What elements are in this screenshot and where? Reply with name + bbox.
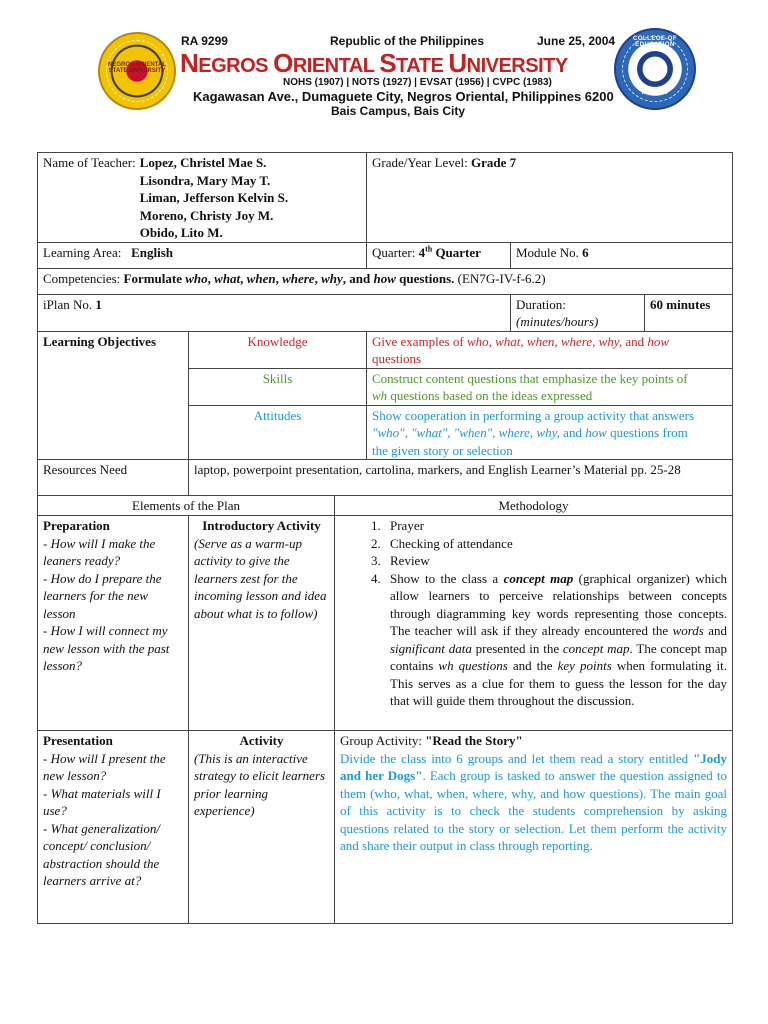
presentation-question: - What materials will I use? bbox=[43, 785, 161, 818]
preparation-question: - How I will connect my new lesson with the past lesson? bbox=[43, 623, 170, 673]
presentation-title: Presentation bbox=[43, 733, 113, 748]
letterhead bbox=[0, 0, 768, 140]
presentation-question: - How will I present the new lesson? bbox=[43, 750, 166, 783]
elements-header: Elements of the Plan bbox=[38, 496, 335, 516]
attitudes-label: Attitudes bbox=[189, 405, 367, 460]
university-address: Kagawasan Ave., Dumaguete City, Negros Oriental, Philippines 6200 bbox=[193, 89, 614, 104]
group-activity-heading: Group Activity: "Read the Story" bbox=[340, 733, 523, 748]
skills-objective: Construct content questions that emphasize the key points of wh questions based on the ideas expressed bbox=[367, 368, 733, 405]
quarter-label: Quarter: bbox=[372, 244, 416, 260]
activity-methodology-cell bbox=[335, 731, 733, 924]
quarter-cell bbox=[367, 242, 511, 268]
duration-label: Duration: bbox=[516, 296, 566, 312]
teacher-cell bbox=[38, 153, 367, 243]
methodology-item: 1. Prayer bbox=[384, 517, 727, 535]
section-header-row bbox=[38, 496, 733, 516]
activity-description: (This is an interactive strategy to elicit learners prior learning experience) bbox=[194, 750, 326, 818]
preparation-title: Preparation bbox=[43, 518, 110, 533]
intro-activity-title: Introductory Activity bbox=[202, 518, 321, 533]
presentation-row bbox=[38, 731, 733, 924]
grade-value: Grade 7 bbox=[471, 155, 517, 170]
university-seal-logo bbox=[98, 32, 176, 110]
preparation-cell bbox=[38, 516, 189, 731]
module-label: Module No. bbox=[516, 244, 579, 260]
activity-title: Activity bbox=[239, 733, 284, 748]
republic-text: Republic of the Philippines bbox=[330, 34, 485, 48]
campus-name: Bais Campus, Bais City bbox=[331, 104, 466, 118]
iplan-label: iPlan No. bbox=[43, 296, 93, 312]
competencies-text: Formulate who, what, when, where, why, and how questions. bbox=[123, 270, 455, 286]
grade-label: Grade/Year Level: bbox=[372, 155, 468, 170]
methodology-item: 3. Review bbox=[384, 552, 727, 570]
founding-date: June 25, 2004 bbox=[537, 34, 616, 48]
ra-number: RA 9299 bbox=[181, 34, 228, 48]
quarter-number: 4 bbox=[418, 244, 426, 260]
methodology-header: Methodology bbox=[335, 496, 733, 516]
duration-value: 60 minutes bbox=[645, 294, 733, 331]
teacher-name: Lisondra, Mary May T. bbox=[139, 172, 271, 188]
learning-area-label: Learning Area: bbox=[43, 244, 122, 260]
knowledge-label: Knowledge bbox=[189, 331, 367, 368]
intro-activity-description: (Serve as a warm-up activity to give the learners zest for the incoming lesson and idea about what is to follow) bbox=[194, 535, 327, 621]
lesson-plan-table bbox=[37, 152, 733, 924]
presentation-question: - What generalization/ concept/ conclusion/ abstraction should the learners arrive at? bbox=[43, 820, 160, 888]
preparation-question: - How will I make the leaners ready? bbox=[43, 535, 156, 568]
learning-area-row bbox=[38, 242, 733, 268]
knowledge-objective: Give examples of who, what, when, where, why, and how questions bbox=[367, 331, 733, 368]
teacher-names bbox=[140, 154, 288, 242]
iplan-value: 1 bbox=[95, 296, 102, 312]
teacher-name: Obido, Lito M. bbox=[139, 225, 223, 240]
teacher-name: Moreno, Christy Joy M. bbox=[139, 207, 274, 223]
competencies-label: Competencies: bbox=[43, 270, 121, 286]
teacher-name: Liman, Jefferson Kelvin S. bbox=[139, 190, 289, 205]
university-name: NEGROS ORIENTAL STATE UNIVERSITY bbox=[180, 48, 568, 78]
methodology-list bbox=[340, 517, 727, 710]
learning-area-value: English bbox=[131, 244, 173, 260]
group-activity-description: Divide the class into 6 groups and let them read a story entitled "Jody and her Dogs". Each group is tasked to answer the question assigned to them (who, what, when, where, why, and how questions). The main goal of this activity is to check the students comprehension by asking questions related to the story or selection. Let them perform the activity and share their output in class through reporting. bbox=[340, 750, 728, 853]
skills-label: Skills bbox=[189, 368, 367, 405]
preparation-question: - How do I prepare the learners for the new lesson bbox=[43, 570, 162, 621]
competencies-row bbox=[38, 268, 733, 294]
duration-cell bbox=[511, 294, 645, 331]
intro-methodology-cell bbox=[335, 516, 733, 731]
presentation-cell bbox=[38, 731, 189, 924]
grade-cell bbox=[367, 153, 733, 243]
quarter-suffix: th bbox=[425, 244, 433, 254]
module-value: 6 bbox=[582, 244, 589, 260]
resources-row bbox=[38, 460, 733, 496]
college-of-education-seal-logo bbox=[614, 28, 696, 110]
learning-objectives-label: Learning Objectives bbox=[38, 331, 189, 460]
activity-cell bbox=[189, 731, 335, 924]
teacher-label: Name of Teacher: bbox=[43, 155, 136, 170]
module-cell bbox=[511, 242, 733, 268]
seal-year: MCMXCV bbox=[641, 90, 669, 96]
resources-value: laptop, powerpoint presentation, cartolina, markers, and English Learner’s Material pp. 25-28 bbox=[189, 460, 733, 496]
teacher-name: Lopez, Christel Mae S. bbox=[139, 155, 267, 170]
preparation-row bbox=[38, 516, 733, 731]
intro-activity-cell bbox=[189, 516, 335, 731]
seal-text: COLLEGE OF EDUCATION bbox=[633, 36, 677, 48]
seal-text: NEGROS ORIENTAL STATE UNIVERSITY bbox=[108, 62, 166, 74]
knowledge-row bbox=[38, 331, 733, 368]
teacher-row bbox=[38, 153, 733, 243]
competencies-cell bbox=[38, 268, 733, 294]
iplan-row bbox=[38, 294, 733, 331]
quarter-word: Quarter bbox=[435, 244, 481, 260]
resources-label: Resources Need bbox=[38, 460, 189, 496]
methodology-item: 2. Checking of attendance bbox=[384, 535, 727, 553]
attitudes-objective: Show cooperation in performing a group activity that answers "who", "what", "when", where, why, and how questions from the given story or selection bbox=[367, 405, 733, 460]
learning-area-cell bbox=[38, 242, 367, 268]
campus-history: NOHS (1907) | NOTS (1927) | EVSAT (1956) | CVPC (1983) bbox=[283, 77, 552, 88]
duration-unit: (minutes/hours) bbox=[516, 314, 599, 329]
competencies-code: (EN7G-IV-f-6.2) bbox=[457, 270, 546, 286]
methodology-item: 4. Show to the class a concept map (graphical organizer) which allow learners to perceive relationships between concepts through diagramming key words representing those concepts. The teacher will ask if they already encountered the words and significant data presented in the concept map. The concept map contains wh questions and the key points when formulating it. This serves as a clue for them to guess the lesson for the day that will guide them throughout the discussion. bbox=[384, 570, 727, 710]
iplan-cell bbox=[38, 294, 511, 331]
